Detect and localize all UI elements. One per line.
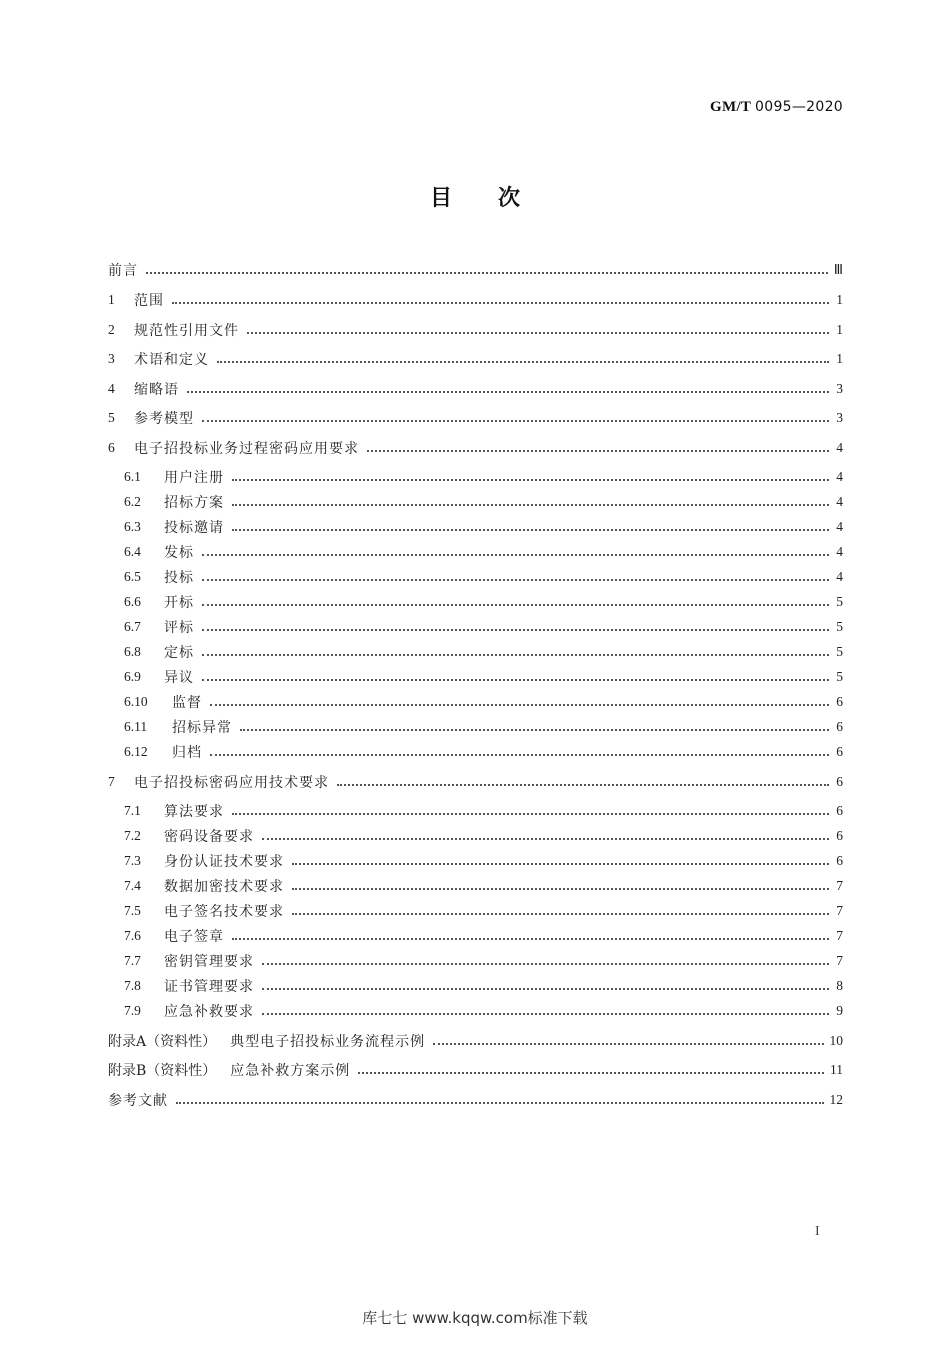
toc-entry-label: 招标异常 (172, 720, 232, 736)
toc-entry-label: 参考模型 (134, 411, 194, 427)
toc-entry[interactable] (124, 716, 843, 738)
toc-entry-label: 招标方案 (164, 495, 224, 511)
toc-entry-number: 6.3 (124, 519, 141, 534)
toc-entry-label: 应急补救要求 (164, 1004, 254, 1020)
toc-entry[interactable] (108, 259, 843, 281)
toc-entry[interactable] (124, 616, 843, 638)
toc-entry-page: 11 (830, 1062, 843, 1077)
toc-entry-label: 应急补救方案示例 (230, 1063, 351, 1079)
toc-entry[interactable] (124, 800, 843, 822)
toc-entry-number: 7 (108, 774, 115, 789)
toc-entry-page: 6 (836, 719, 843, 734)
toc-entry-page: 4 (836, 469, 843, 484)
toc-entry[interactable] (124, 541, 843, 563)
toc-entry-label: 电子签名技术要求 (164, 904, 284, 920)
toc-entry-number: 6.6 (124, 594, 141, 609)
toc-entry-label: 数据加密技术要求 (164, 879, 284, 895)
toc-entry-number: 1 (108, 292, 115, 307)
toc-entry[interactable] (108, 1089, 843, 1111)
toc-entry-label: 用户注册 (164, 470, 224, 486)
dot-leader (202, 420, 829, 422)
dot-leader (262, 838, 829, 840)
toc-entry-page: 9 (836, 1003, 843, 1018)
toc-entry-label: 电子签章 (164, 929, 224, 945)
toc-entry-page: 3 (836, 410, 843, 425)
toc-entry-number: 6.12 (124, 744, 148, 759)
toc-entry-page: 5 (836, 619, 843, 634)
toc-entry-page: 6 (836, 853, 843, 868)
dot-leader (202, 679, 829, 681)
toc-entry-number: 3 (108, 351, 115, 366)
toc-entry-page: 1 (836, 351, 843, 366)
dot-leader (262, 1013, 829, 1015)
toc-entry-label: 监督 (172, 695, 202, 711)
toc-entry[interactable] (108, 1059, 843, 1081)
dot-leader (232, 479, 829, 481)
toc-entry[interactable] (124, 691, 843, 713)
toc-entry-page: 8 (836, 978, 843, 993)
toc-entry-page: 4 (836, 544, 843, 559)
toc-entry-label: 证书管理要求 (164, 979, 254, 995)
toc-entry-number: 7.3 (124, 853, 141, 868)
dot-leader (292, 913, 829, 915)
dot-leader (202, 579, 829, 581)
toc-entry-page: 6 (836, 803, 843, 818)
dot-leader (172, 302, 829, 304)
toc-entry[interactable] (108, 289, 843, 311)
toc-entry-label: 密钥管理要求 (164, 954, 254, 970)
toc-entry[interactable] (108, 348, 843, 370)
toc-entry-page: Ⅲ (833, 262, 843, 277)
dot-leader (146, 272, 828, 274)
toc-entry-number: 7.7 (124, 953, 141, 968)
toc-entry[interactable] (124, 850, 843, 872)
toc-entry-page: 3 (836, 381, 843, 396)
toc-entry-label: 算法要求 (164, 804, 224, 820)
dot-leader (187, 391, 829, 393)
dot-leader (176, 1102, 824, 1104)
toc-entry-number: 6.7 (124, 619, 141, 634)
toc-entry-number: 6.1 (124, 469, 141, 484)
toc-entry-label: 术语和定义 (134, 352, 209, 368)
toc-entry-label: 电子招投标业务过程密码应用要求 (134, 441, 359, 457)
toc-entry-page: 6 (836, 774, 843, 789)
dot-leader (337, 784, 829, 786)
toc-entry-number: 7.8 (124, 978, 141, 993)
toc-entry-page: 6 (836, 694, 843, 709)
toc-entry-page: 4 (836, 440, 843, 455)
toc-entry-page: 6 (836, 828, 843, 843)
toc-entry-page: 12 (829, 1092, 843, 1107)
toc-entry-number: 6.5 (124, 569, 141, 584)
toc-entry-number: 7.9 (124, 1003, 141, 1018)
toc-entry-page: 10 (829, 1033, 843, 1048)
toc-entry-label: 身份认证技术要求 (164, 854, 284, 870)
toc-entry-number: 6.11 (124, 719, 148, 734)
toc-entry-label: 评标 (164, 620, 194, 636)
dot-leader (433, 1043, 823, 1045)
toc-entry-label: 参考文献 (108, 1093, 168, 1109)
toc-entry-label: 异议 (164, 670, 194, 686)
toc-entry[interactable] (124, 925, 843, 947)
toc-entry-number: 7.4 (124, 878, 141, 893)
dot-leader (202, 604, 829, 606)
dot-leader (202, 654, 829, 656)
dot-leader (232, 504, 829, 506)
toc-entry-page: 1 (836, 292, 843, 307)
toc-entry-page: 5 (836, 594, 843, 609)
toc-entry[interactable] (108, 1030, 843, 1052)
toc-entry[interactable] (124, 516, 843, 538)
toc-entry[interactable] (108, 437, 843, 459)
dot-leader (262, 988, 829, 990)
dot-leader (367, 450, 829, 452)
toc-entry-label: 缩略语 (134, 382, 179, 398)
toc-entry-label: 规范性引用文件 (134, 323, 239, 339)
toc-entry[interactable] (108, 378, 843, 400)
toc-entry[interactable] (124, 466, 843, 488)
toc-entry-label: 归档 (172, 745, 202, 761)
toc-entry-label: 开标 (164, 595, 194, 611)
toc-entry[interactable] (124, 491, 843, 513)
toc-entry-page: 7 (836, 878, 843, 893)
toc-entry[interactable] (124, 566, 843, 588)
toc-entry-number: 7.5 (124, 903, 141, 918)
toc-entry-label: 发标 (164, 545, 194, 561)
toc-entry-number: 6.8 (124, 644, 141, 659)
toc-entry[interactable] (108, 771, 843, 793)
toc-entry[interactable] (108, 407, 843, 429)
dot-leader (240, 729, 829, 731)
toc-entry-page: 1 (836, 322, 843, 337)
dot-leader (262, 963, 829, 965)
toc-entry-number: 附录A（资料性） (108, 1034, 217, 1050)
toc-entry-number: 6.10 (124, 694, 148, 709)
dot-leader (210, 754, 829, 756)
toc-entry[interactable] (124, 741, 843, 763)
dot-leader (247, 332, 829, 334)
toc-entry[interactable] (124, 641, 843, 663)
toc-entry-label: 投标邀请 (164, 520, 224, 536)
toc-entry-number: 6.9 (124, 669, 141, 684)
standard-code-prefix: GM/T (710, 99, 751, 115)
toc-entry-page: 4 (836, 569, 843, 584)
toc-entry-number: 6.2 (124, 494, 141, 509)
toc-entry-label: 投标 (164, 570, 194, 586)
toc-entry[interactable] (124, 1000, 843, 1022)
toc-entry[interactable] (124, 666, 843, 688)
dot-leader (232, 529, 829, 531)
dot-leader (232, 938, 829, 940)
dot-leader (202, 629, 829, 631)
toc-entry-page: 7 (836, 953, 843, 968)
toc-entry-page: 4 (836, 494, 843, 509)
toc-entry-label: 电子招投标密码应用技术要求 (134, 775, 329, 791)
toc-entry-number: 7.1 (124, 803, 141, 818)
toc-entry-number: 6 (108, 440, 115, 455)
toc-entry-number: 5 (108, 410, 115, 425)
page-number: I (815, 1224, 820, 1239)
watermark-text: 库七七 www.kqqw.com标准下载 (362, 1309, 588, 1327)
toc-entry-page: 7 (836, 903, 843, 918)
dot-leader (358, 1072, 824, 1074)
dot-leader (232, 813, 829, 815)
toc-entry-number: 7.2 (124, 828, 141, 843)
standard-code (710, 99, 843, 116)
dot-leader (217, 361, 829, 363)
toc-entry[interactable] (124, 900, 843, 922)
dot-leader (202, 554, 829, 556)
toc-entry-page: 5 (836, 669, 843, 684)
toc-entry-number: 4 (108, 381, 115, 396)
toc-entry[interactable] (124, 591, 843, 613)
toc-entry-page: 5 (836, 644, 843, 659)
toc-entry[interactable] (124, 875, 843, 897)
standard-code-number: 0095—2020 (755, 99, 843, 115)
toc-entry-label: 密码设备要求 (164, 829, 254, 845)
toc-entry[interactable] (124, 825, 843, 847)
toc-entry-page: 6 (836, 744, 843, 759)
dot-leader (292, 888, 829, 890)
toc-entry-label: 典型电子招投标业务流程示例 (230, 1034, 426, 1050)
toc-entry-page: 4 (836, 519, 843, 534)
toc-entry-number: 7.6 (124, 928, 141, 943)
toc-entry[interactable] (108, 319, 843, 341)
toc-entry[interactable] (124, 950, 843, 972)
page-title: 目次 (429, 186, 566, 211)
toc-entry-number: 2 (108, 322, 115, 337)
toc-entry-label: 定标 (164, 645, 194, 661)
dot-leader (210, 704, 829, 706)
dot-leader (292, 863, 829, 865)
toc-entry[interactable] (124, 975, 843, 997)
toc-entry-number: 附录B（资料性） (108, 1063, 217, 1079)
toc-entry-label: 前言 (108, 263, 138, 279)
toc-entry-number: 6.4 (124, 544, 141, 559)
toc-entry-page: 7 (836, 928, 843, 943)
toc-entry-label: 范围 (134, 293, 164, 309)
